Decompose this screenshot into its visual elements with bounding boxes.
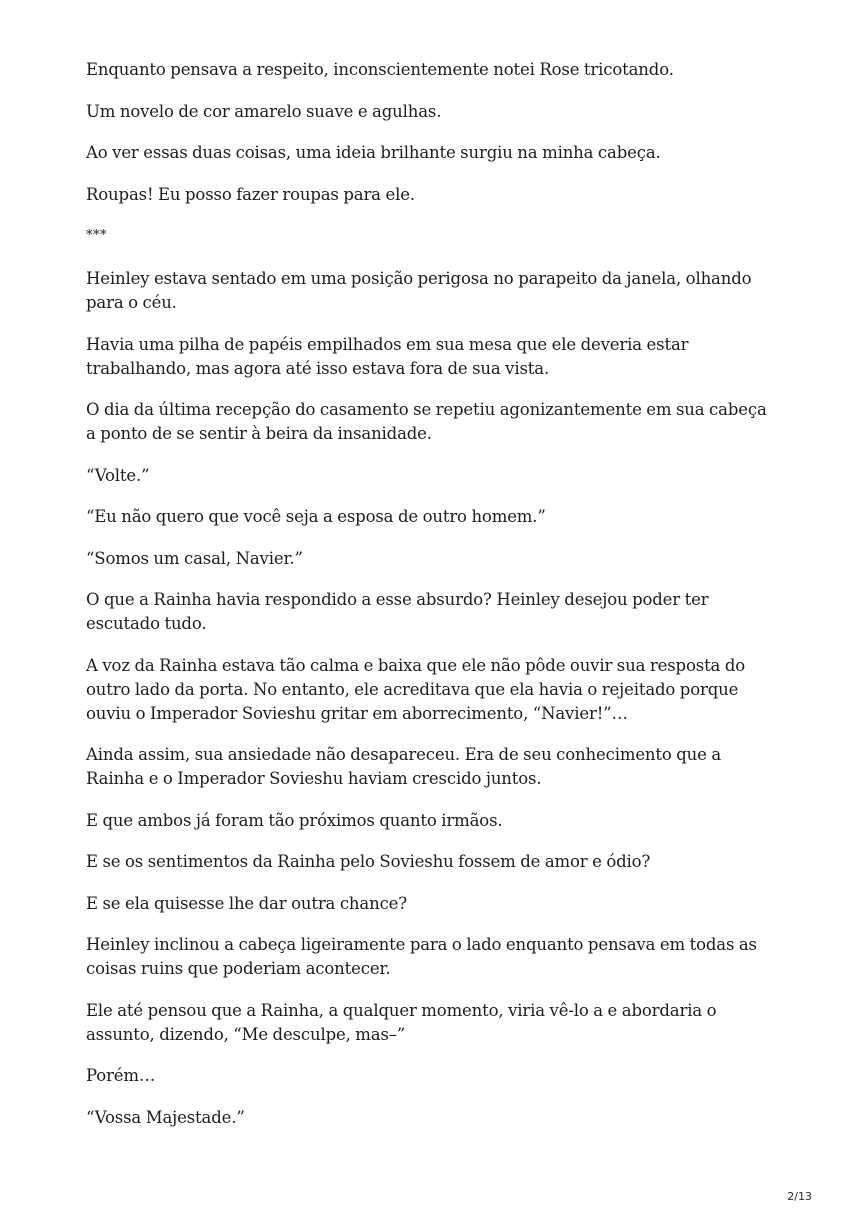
page-number: 2/13 xyxy=(787,1190,812,1203)
paragraph: Ainda assim, sua ansiedade não desapareceu. Era de seu conhecimento que a Rainha e o Imperador Sovieshu haviam crescido juntos. xyxy=(86,745,722,788)
dialogue-line: “Eu não quero que você seja a esposa de outro homem.” xyxy=(86,507,546,526)
paragraph: E se ela quisesse lhe dar outra chance? xyxy=(86,893,407,913)
paragraph: Um novelo de cor amarelo suave e agulhas. xyxy=(86,101,442,121)
paragraph: Roupas! Eu posso fazer roupas para ele. xyxy=(86,184,415,204)
paragraph: Heinley inclinou a cabeça ligeiramente para o lado enquanto pensava em todas as coisas ruins que poderiam acontecer. xyxy=(86,935,757,978)
paragraph: O dia da última recepção do casamento se repetiu agonizantemente em sua cabeça a ponto de se sentir à beira da insanidade. xyxy=(86,400,767,443)
paragraph: E que ambos já foram tão próximos quanto irmãos. xyxy=(86,810,503,830)
paragraph: Ele até pensou que a Rainha, a qualquer momento, viria vê-lo a e abordaria o assunto, dizendo, “Me desculpe, mas–” xyxy=(86,1000,717,1044)
scene-separator: *** xyxy=(86,228,107,243)
dialogue-line: “Vossa Majestade.” xyxy=(86,1107,245,1127)
paragraph: Havia uma pilha de papéis empilhados em sua mesa que ele deveria estar trabalhando, mas agora até isso estava fora de sua vista. xyxy=(86,334,689,378)
dialogue-line: “Volte.” xyxy=(86,465,150,485)
dialogue-line: “Somos um casal, Navier.” xyxy=(86,548,303,568)
document-body xyxy=(86,58,776,1147)
paragraph: Ao ver essas duas coisas, uma ideia brilhante surgiu na minha cabeça. xyxy=(86,143,661,162)
paragraph: A voz da Rainha estava tão calma e baixa que ele não pôde ouvir sua resposta do outro lado da porta. No entanto, ele acreditava que ela havia o rejeitado porque ouviu o Imperador Sovieshu gritar em aborrecimento, “Navier!”… xyxy=(86,655,746,723)
paragraph: O que a Rainha havia respondido a esse absurdo? Heinley desejou poder ter escutado tudo. xyxy=(86,590,709,633)
paragraph: Heinley estava sentado em uma posição perigosa no parapeito da janela, olhando para o céu. xyxy=(86,269,752,312)
paragraph: E se os sentimentos da Rainha pelo Sovieshu fossem de amor e ódio? xyxy=(86,852,651,871)
paragraph: Enquanto pensava a respeito, inconscientemente notei Rose tricotando. xyxy=(86,60,674,79)
paragraph: Porém… xyxy=(86,1066,156,1085)
